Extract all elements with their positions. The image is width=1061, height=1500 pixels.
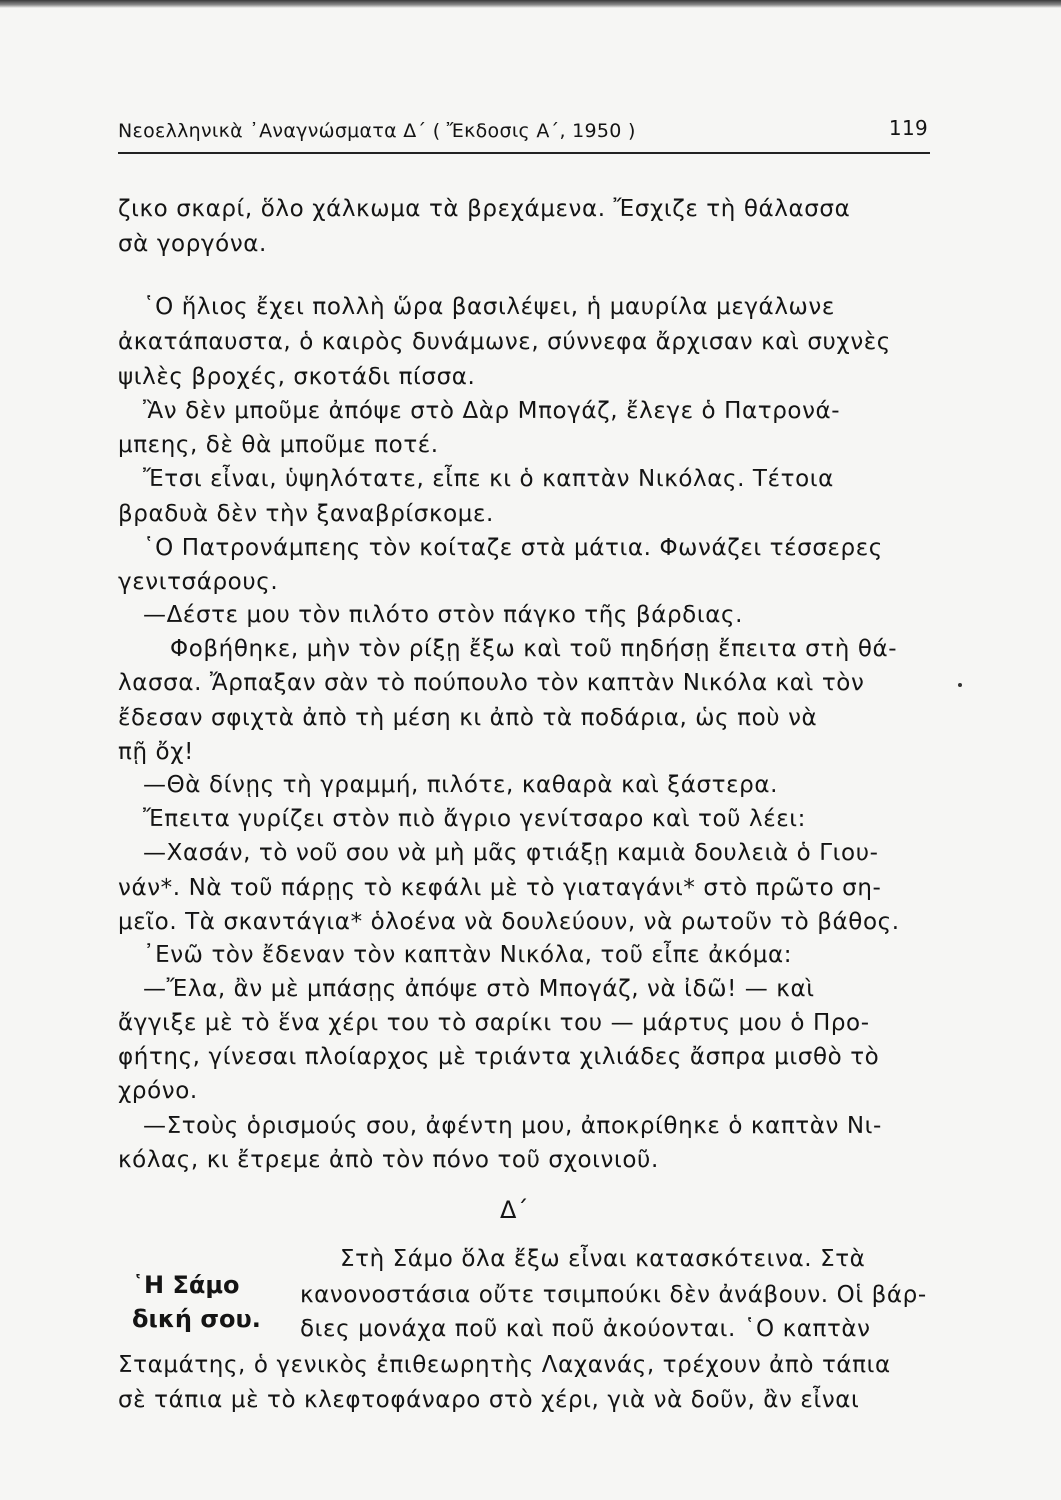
body-line: ἀκατάπαυστα, ὁ καιρὸς δυνάμωνε, σύννεφα ἄρχισαν καὶ συχνὲς bbox=[118, 329, 891, 355]
body-line: Φοβήθηκε, μὴν τὸν ρίξῃ ἔξω καὶ τοῦ πηδήσῃ ἔπειτα στὴ θά- bbox=[170, 636, 898, 662]
margin-note-line: δική σου. bbox=[132, 1305, 261, 1333]
body-line: βραδυὰ δὲν τὴν ξαναβρίσκομε. bbox=[118, 501, 494, 527]
body-line: ψιλὲς βροχές, σκοτάδι πίσσα. bbox=[118, 364, 476, 390]
page-number: 119 bbox=[888, 116, 928, 140]
body-line: γενιτσάρους. bbox=[118, 569, 279, 595]
body-line: φήτης, γίνεσαι πλοίαρχος μὲ τριάντα χιλιάδες ἄσπρα μισθὸ τὸ bbox=[118, 1044, 880, 1070]
margin-note-line: ῾Η Σάμο bbox=[132, 1271, 240, 1299]
section-heading: Δ΄ bbox=[500, 1196, 529, 1224]
section-line: διες μονάχα ποῦ καὶ ποῦ ἀκούονται. ῾Ο καπτὰν bbox=[300, 1316, 871, 1342]
body-line: Ἔπειτα γυρίζει στὸν πιὸ ἄγριο γενίτσαρο καὶ τοῦ λέει: bbox=[143, 806, 806, 832]
body-line: ᾿Ενῶ τὸν ἔδεναν τὸν καπτὰν Νικόλα, τοῦ εἶπε ἀκόμα: bbox=[143, 942, 793, 968]
header-title: Νεοελληνικὰ ᾿Αναγνώσματα Δ΄ ( Ἔκδοσις Α΄, 1950 ) bbox=[118, 120, 636, 142]
scan-speck bbox=[958, 683, 962, 687]
body-line: ῾Ο Πατρονάμπεης τὸν κοίταζε στὰ μάτια. Φωνάζει τέσσερες bbox=[143, 535, 883, 561]
body-line: λασσα. Ἄρπαξαν σὰν τὸ πούπουλο τὸν καπτὰν Νικόλα καὶ τὸν bbox=[118, 670, 865, 696]
body-line: ἄγγιξε μὲ τὸ ἕνα χέρι του τὸ σαρίκι του — μάρτυς μου ὁ Προ- bbox=[118, 1010, 870, 1036]
body-line: —Δέστε μου τὸν πιλότο στὸν πάγκο τῆς βάρδιας. bbox=[143, 602, 743, 628]
running-header bbox=[118, 116, 930, 146]
header-rule bbox=[118, 152, 930, 154]
scan-edge bbox=[0, 0, 1061, 8]
body-line: —Θὰ δίνῃς τὴ γραμμή, πιλότε, καθαρὰ καὶ ξάστερα. bbox=[143, 772, 778, 798]
body-line: χρόνο. bbox=[118, 1078, 198, 1104]
body-line: σὰ γοργόνα. bbox=[118, 231, 267, 257]
body-line: ζικο σκαρί, ὅλο χάλκωμα τὰ βρεχάμενα. Ἔσχιζε τὴ θάλασσα bbox=[118, 196, 851, 222]
section-line: Στὴ Σάμο ὅλα ἔξω εἶναι κατασκότεινα. Στὰ bbox=[340, 1246, 866, 1272]
body-line: Ἔτσι εἶναι, ὑψηλότατε, εἶπε κι ὁ καπτὰν Νικόλας. Τέτοια bbox=[143, 466, 834, 492]
body-line: ἔδεσαν σφιχτὰ ἀπὸ τὴ μέση κι ἀπὸ τὰ ποδάρια, ὡς ποὺ νὰ bbox=[118, 705, 818, 731]
section-line: κανονοστάσια οὔτε τσιμπούκι δὲν ἀνάβουν. Οἱ βάρ- bbox=[300, 1282, 927, 1308]
section-line: Σταμάτης, ὁ γενικὸς ἐπιθεωρητὴς Λαχανάς, τρέχουν ἀπὸ τάπια bbox=[118, 1352, 891, 1378]
body-line: —Ἔλα, ἂν μὲ μπάσῃς ἀπόψε στὸ Μπογάζ, νὰ ἰδῶ! — καὶ bbox=[143, 976, 815, 1002]
section-line: σὲ τάπια μὲ τὸ κλεφτοφάναρο στὸ χέρι, γιὰ νὰ δοῦν, ἂν εἶναι bbox=[118, 1387, 860, 1413]
margin-note bbox=[132, 1268, 282, 1336]
body-line: πῇ ὄχ! bbox=[118, 739, 194, 765]
body-line: κόλας, κι ἔτρεμε ἀπὸ τὸν πόνο τοῦ σχοινιοῦ. bbox=[118, 1147, 659, 1173]
body-line: —Στοὺς ὁρισμούς σου, ἀφέντη μου, ἀποκρίθηκε ὁ καπτὰν Νι- bbox=[143, 1113, 882, 1139]
body-line: μεῖο. Τὰ σκαντάγια* ὁλοένα νὰ δουλεύουν, νὰ ρωτοῦν τὸ βάθος. bbox=[118, 909, 900, 935]
body-line: —Χασάν, τὸ νοῦ σου νὰ μὴ μᾶς φτιάξῃ καμιὰ δουλειὰ ὁ Γιου- bbox=[143, 840, 879, 866]
body-line: Ἂν δὲν μποῦμε ἀπόψε στὸ Δὰρ Μπογάζ, ἔλεγε ὁ Πατρονά- bbox=[143, 398, 841, 424]
body-line: ῾Ο ἥλιος ἔχει πολλὴ ὥρα βασιλέψει, ἡ μαυρίλα μεγάλωνε bbox=[143, 294, 835, 320]
body-line: μπεης, δὲ θὰ μποῦμε ποτέ. bbox=[118, 432, 439, 458]
body-line: νάν*. Νὰ τοῦ πάρῃς τὸ κεφάλι μὲ τὸ γιαταγάνι* στὸ πρῶτο ση- bbox=[118, 875, 882, 901]
